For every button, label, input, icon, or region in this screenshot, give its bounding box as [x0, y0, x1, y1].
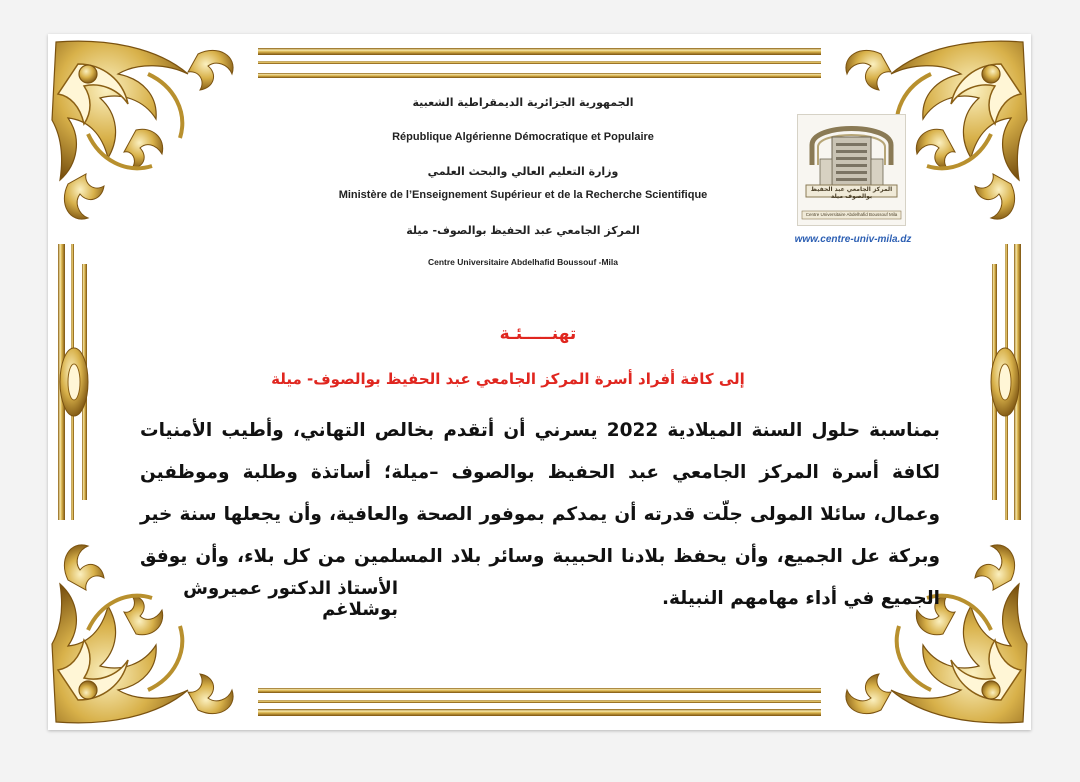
website-link[interactable]: www.centre-univ-mila.dz	[794, 234, 912, 245]
header-arabic-center: المركز الجامعي عبد الحفيظ بوالصوف- ميلة	[406, 224, 640, 237]
university-logo	[797, 114, 906, 226]
greeting-card-page	[48, 34, 1031, 730]
university-building-icon	[798, 115, 905, 225]
greeting-subtitle: إلى كافة أفراد أسرة المركز الجامعي عبد الحفيظ بوالصوف- ميلة	[271, 370, 745, 388]
header-arabic-ministry: وزارة التعليم العالي والبحث العلمي	[427, 165, 619, 178]
logo-french-caption: Centre Universitaire Abdelhafid Boussouf Mila	[805, 212, 898, 217]
signature-block	[140, 578, 940, 620]
logo-arabic-caption: المركز الجامعي عبد الحفيظ بوالصوف ميلة	[810, 186, 893, 200]
signature: الأستاذ الدكتور عميروش بوشلاغم	[183, 578, 398, 620]
header-arabic-republic: الجمهورية الجزائرية الديمقراطية الشعبية	[412, 96, 634, 109]
greeting-title: تهنـــــئـة	[499, 324, 577, 344]
header-french-ministry: Ministère de l’Enseignement Supérieur et de la Recherche Scientifique	[338, 189, 708, 201]
header-french-center: Centre Universitaire Abdelhafid Boussouf -Mila	[427, 257, 619, 267]
header-french-republic: République Algérienne Démocratique et Populaire	[392, 131, 654, 143]
greeting-body: بمناسبة حلول السنة الميلادية 2022 يسرني أن أتقدم بخالص التهاني، وأطيب الأمنيات لكافة أسرة المركز الجامعي عبد الحفيظ بوالصوف –ميلة؛ أساتذة وطلبة وموظفين وعمال، سائلا المولى جلّت قدرته أن يمدكم بموفور الصحة والعافية، وأن يجعلها سنة خير وبركة عل الجميع، وأن يحفظ بلادنا الحبيبة وسائر بلاد المسلمين من كل بلاء، وأن يوفق الجميع في أداء مهامهم النبيلة.	[140, 420, 940, 609]
